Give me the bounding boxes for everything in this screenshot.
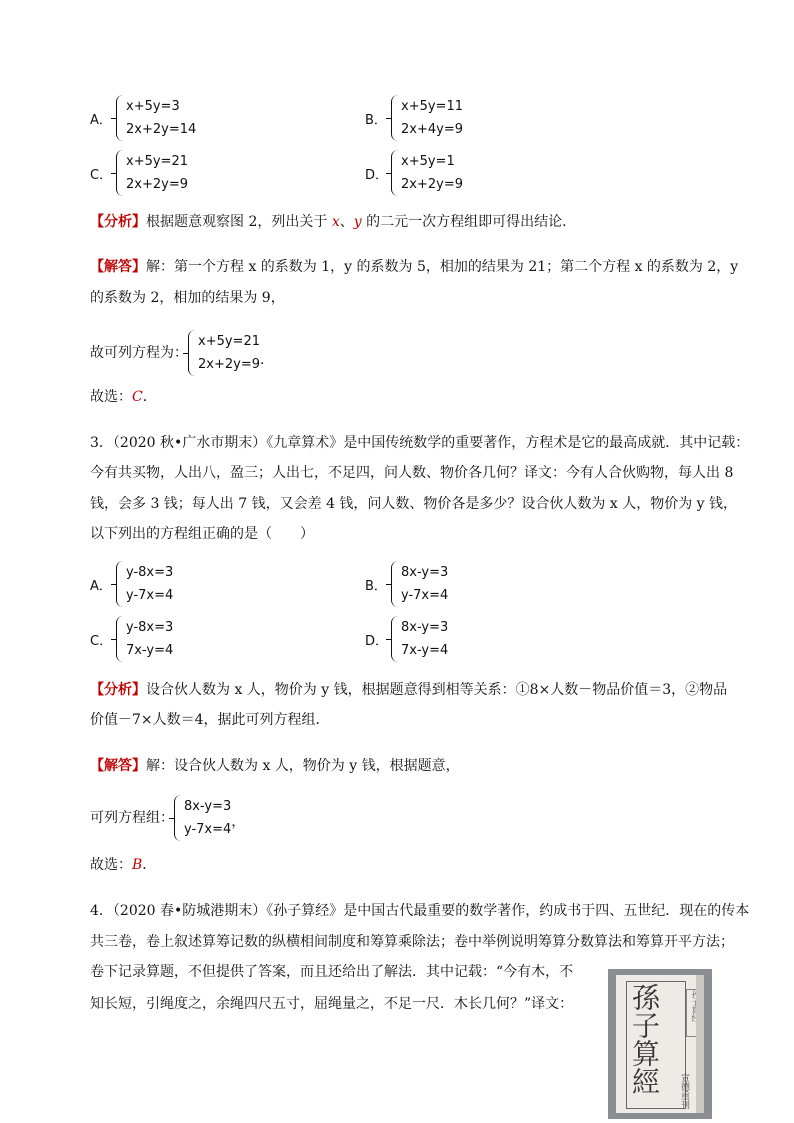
q3-option-c [90, 616, 173, 662]
equation: y-7x=4 [126, 588, 174, 603]
choice-prefix: 故选： [90, 389, 132, 405]
q3-option-b [365, 561, 448, 607]
choice-letter: B [132, 857, 143, 873]
brace-icon [116, 616, 124, 662]
brace-icon [391, 150, 399, 196]
option-label: D． [365, 167, 389, 183]
q3-analysis-line1 [90, 680, 727, 700]
book-edition-label: 宣德重刊 [679, 1073, 689, 1109]
book-title: 孫子算經 [628, 983, 661, 1095]
variable: y [353, 214, 362, 230]
equation-system [116, 95, 196, 141]
equation: 7x-y=4 [401, 643, 449, 658]
answer-tag: 【解答】 [90, 758, 146, 774]
equation: x+5y=21 [126, 154, 188, 169]
equation-prefix: 可列方程组： [90, 810, 174, 826]
q2-answer-line2: 的系数为 2，相加的结果为 9， [90, 290, 285, 306]
equation: y-7x=4 [401, 588, 449, 603]
equation: x+5y=21 [198, 334, 260, 349]
q4-stem-line2: 共三卷，卷上叙述算筹记数的纵横相间制度和筹算乘除法；卷中举例说明筹算分数算法和筹算开平方法； [90, 934, 734, 950]
equation: 8x-y=3 [401, 565, 449, 580]
equation: 2x+4y=9 [401, 122, 463, 137]
option-label: D． [365, 633, 389, 649]
variable: x [331, 214, 340, 230]
q4-stem-line3: 卷下记录算题，不但提供了答案，而且还给出了解法．其中记载：“今有木，不 [90, 964, 574, 980]
equation-system [391, 616, 448, 662]
equation-system [391, 561, 448, 607]
equation-system [391, 150, 463, 196]
choice-letter: C [132, 389, 143, 405]
answer-tag: 【解答】 [90, 259, 146, 275]
q3-option-a [90, 561, 173, 607]
equation-system [391, 95, 463, 141]
option-label: A． [90, 578, 112, 594]
equation-system [116, 561, 173, 607]
equation: 2x+2y=9 [198, 357, 260, 372]
analysis-tag: 【分析】 [90, 214, 146, 230]
analysis-text: 根据题意观察图 [146, 214, 244, 230]
equation-system [116, 150, 188, 196]
q2-option-d [365, 150, 463, 196]
separator: 、 [339, 214, 354, 230]
q3-option-d [365, 616, 448, 662]
q2-answer-line1 [90, 257, 738, 277]
q2-analysis [90, 212, 576, 232]
equation: 8x-y=3 [401, 620, 449, 635]
option-label: B． [365, 112, 387, 128]
equation: y-7x=4 [184, 822, 232, 837]
equation-prefix: 故可列方程为： [90, 345, 188, 361]
brace-icon [116, 561, 124, 607]
equation: 2x+2y=9 [126, 177, 188, 192]
option-label: C． [90, 167, 113, 183]
equation: 7x-y=4 [126, 643, 174, 658]
answer-text: 解：设合伙人数为 x 人，物价为 y 钱，根据题意， [146, 758, 460, 774]
brace-icon [391, 616, 399, 662]
equation: 2x+2y=9 [401, 177, 463, 192]
brace-icon [174, 795, 182, 841]
option-label: B． [365, 578, 387, 594]
analysis-text: ，列出关于 [257, 214, 328, 230]
equation-suffix: . [260, 352, 265, 368]
q2-option-b [365, 95, 463, 141]
q3-analysis-line2: 价值－7×人数＝4，据此可列方程组． [90, 712, 330, 728]
brace-icon [391, 95, 399, 141]
equation: x+5y=1 [401, 154, 455, 169]
q3-stem-line2: 今有共买物，人出八，盈三；人出七，不足四，问人数、物价各几何？译文：今有人合伙购物，每人出 8 [90, 465, 734, 481]
choice-prefix: 故选： [90, 857, 132, 873]
book-spine [696, 975, 704, 1113]
option-label: A． [90, 112, 112, 128]
q3-stem-line4: 以下列出的方程组正确的是（ ） [90, 526, 314, 542]
brace-icon [116, 95, 124, 141]
choice-suffix: ． [142, 857, 157, 873]
q2-option-a [90, 95, 196, 141]
q3-stem-line1: 3．（2020 秋•广水市期末）《九章算术》是中国传统数学的重要著作，方程术是它的最高成就．其中记载： [90, 435, 750, 451]
q3-answer-line1 [90, 756, 460, 776]
q3-choice [90, 855, 156, 875]
analysis-text: 设合伙人数为 x 人，物价为 y 钱，根据题意得到相等关系：①8×人数－物品价值＝3，②物品 [146, 682, 728, 698]
q2-equation [90, 330, 264, 376]
equation: y-8x=3 [126, 565, 174, 580]
q4-stem-line4: 知长短，引绳度之，余绳四尺五寸，屈绳量之，不足一尺．木长几何？”译文： [90, 996, 574, 1012]
equation: y-8x=3 [126, 620, 174, 635]
equation: x+5y=3 [126, 99, 180, 114]
equation-suffix: ， [231, 814, 246, 830]
equation: 8x-y=3 [184, 799, 232, 814]
q3-equation [90, 795, 245, 841]
brace-icon [116, 150, 124, 196]
choice-suffix: ． [142, 389, 157, 405]
figure-number: 2 [248, 214, 258, 230]
analysis-tag: 【分析】 [90, 682, 146, 698]
q2-option-c [90, 150, 188, 196]
option-label: C． [90, 633, 113, 649]
analysis-text: 的二元一次方程组即可得出结论． [366, 214, 577, 230]
q3-stem-line3: 钱，会多 3 钱；每人出 7 钱，又会差 4 钱，问人数、物价各是多少？设合伙人数为 x 人，物价为 y 钱， [90, 496, 738, 512]
equation: 2x+2y=14 [126, 122, 197, 137]
book-page [616, 975, 696, 1113]
brace-icon [391, 561, 399, 607]
q4-stem-line1: 4．（2020 春•防城港期末）《孙子算经》是中国古代最重要的数学著作，约成书于四、五世纪．现在的传本 [90, 903, 750, 919]
equation-system [174, 795, 231, 841]
answer-text: 解：第一个方程 x 的系数为 1，y 的系数为 5，相加的结果为 21；第二个方程 x 的系数为 2，y [146, 259, 739, 275]
equation-system [116, 616, 173, 662]
equation-system [188, 330, 260, 376]
equation: x+5y=11 [401, 99, 463, 114]
book-cover-image [608, 969, 712, 1119]
q2-choice [90, 387, 157, 407]
brace-icon [188, 330, 196, 376]
